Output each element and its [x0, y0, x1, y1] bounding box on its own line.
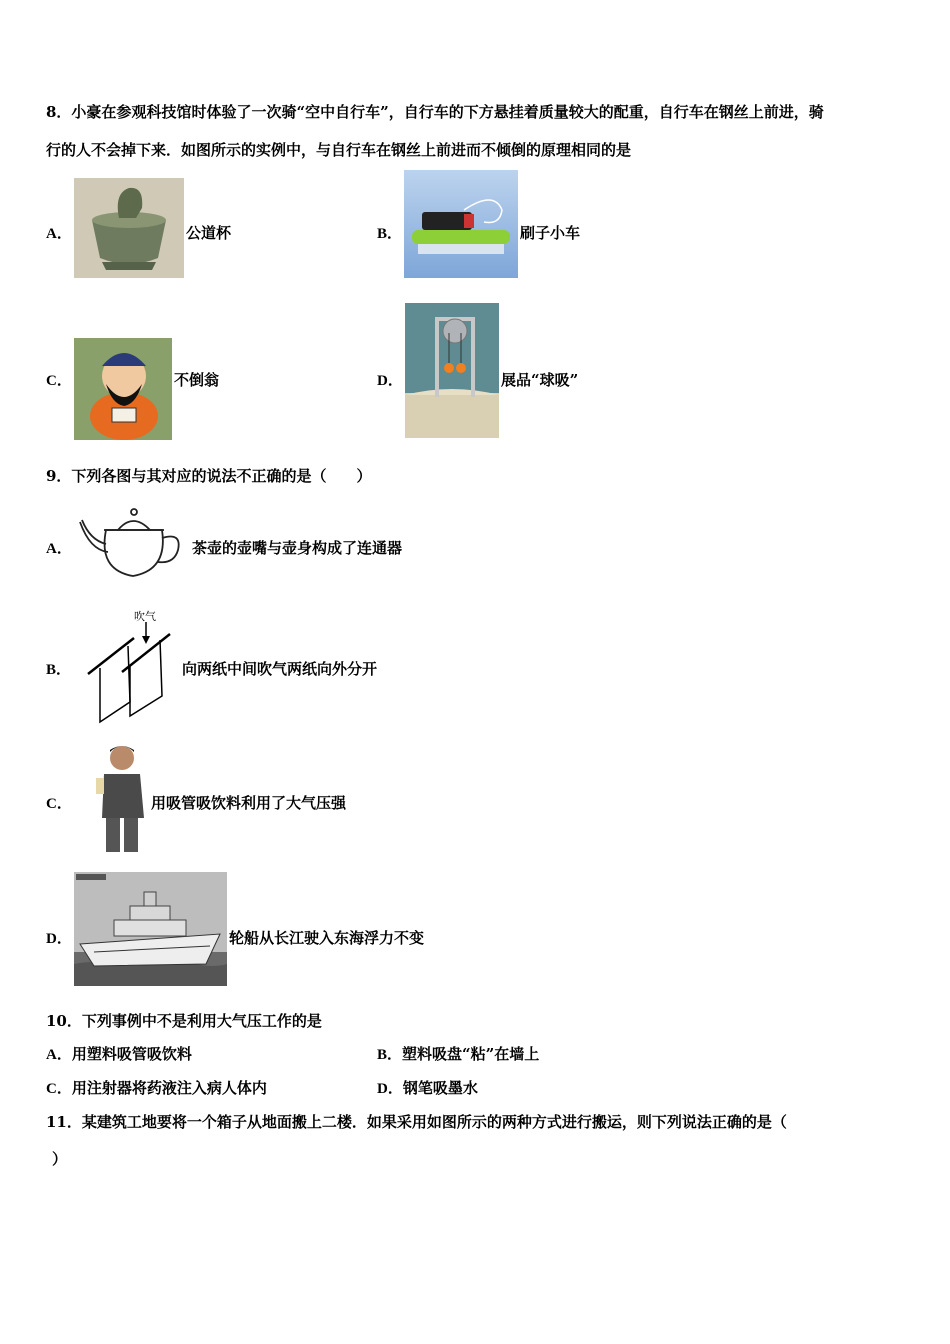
q10-option-d	[377, 1077, 478, 1098]
q8-stem-line2: 行的人不会掉下来．如图所示的实例中，与自行车在钢丝上前进而不倾倒的原理相同的是	[46, 141, 632, 159]
q10-option-b	[377, 1043, 539, 1064]
q8-option-d-label: D．	[377, 373, 403, 389]
q8-stem-line1: 8．小豪在参观科技馆时体验了一次骑“空中自行车”，自行车的下方悬挂着质量较大的配重，自行车在钢丝上前进，骑	[46, 103, 824, 121]
q10-option-b-label: B．	[377, 1047, 403, 1063]
q9-option-d-label: D．	[46, 931, 72, 947]
q9-option-c-text: 用吸管吸饮料利用了大气压强	[151, 794, 347, 812]
boy-drinking-photo	[88, 742, 148, 854]
q10-option-c-text: 用注射器将药液注入病人体内	[71, 1079, 267, 1097]
q10-option-b-text: 塑料吸盘“粘”在墙上	[402, 1045, 540, 1063]
q11-stem-line1: 11．某建筑工地要将一个箱子从地面搬上二楼．如果采用如图所示的两种方式进行搬运，则下列说法正确的是（	[46, 1113, 787, 1131]
celadon-cup-photo	[74, 178, 184, 278]
q9-option-b-text: 向两纸中间吹气两纸向外分开	[182, 660, 378, 678]
brush-car-photo	[404, 170, 518, 278]
q10-option-a-label: A．	[46, 1047, 72, 1063]
q9-option-a-text: 茶壶的壶嘴与壶身构成了连通器	[192, 539, 403, 557]
q10-option-a	[46, 1043, 192, 1064]
q8-option-c-label: C．	[46, 373, 72, 389]
q8-option-d-text: 展品“球吸”	[501, 371, 579, 389]
ball-suction-exhibit-photo	[405, 303, 499, 438]
q10-option-c	[46, 1077, 267, 1098]
teapot-drawing	[78, 500, 188, 580]
q11-stem-line2: ）	[52, 1150, 68, 1168]
q9-option-d-text: 轮船从长江驶入东海浮力不变	[229, 929, 425, 947]
q10-option-c-label: C．	[46, 1081, 72, 1097]
q8-option-c-text: 不倒翁	[174, 371, 220, 389]
q10-option-d-label: D．	[377, 1081, 403, 1097]
q10-stem: 10．下列事例中不是利用大气压工作的是	[46, 1012, 322, 1030]
q9-option-a-label: A．	[46, 541, 72, 557]
q9-option-c-label: C．	[46, 796, 72, 812]
two-papers-drawing	[84, 606, 178, 726]
tumbler-doll-photo	[74, 338, 172, 440]
q8-option-a-text: 公道杯	[186, 224, 232, 242]
q9-option-b-label: B．	[46, 662, 72, 678]
q10-option-a-text: 用塑料吸管吸饮料	[71, 1045, 192, 1063]
blow-caption: 吹气	[134, 610, 156, 623]
ship-photo	[74, 872, 227, 986]
q9-stem: 9．下列各图与其对应的说法不正确的是（ ）	[46, 467, 372, 485]
q8-option-b-text: 刷子小车	[520, 224, 581, 242]
q10-option-d-text: 钢笔吸墨水	[402, 1079, 478, 1097]
q8-option-a-label: A．	[46, 226, 72, 242]
q8-option-b-label: B．	[377, 226, 403, 242]
